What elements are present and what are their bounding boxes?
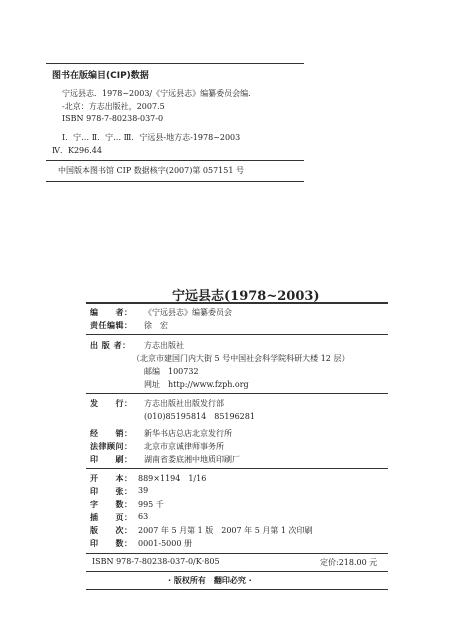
title-rule: [86, 302, 388, 304]
distribution-dept: 方志出版社出版发行部: [144, 399, 224, 408]
word-count-label: 字 数：: [90, 500, 133, 509]
edition-label: 版 次：: [90, 526, 133, 535]
book-title: 宁远县志(1978~2003): [172, 289, 320, 304]
section-rule: [86, 468, 388, 469]
sheets-value: 39: [138, 486, 149, 495]
cip-data-number: 中国版本图书馆 CIP 数据核字(2007)第 057151 号: [58, 166, 244, 175]
edition-value: 2007 年 5 月第 1 版 2007 年 5 月第 1 次印刷: [138, 526, 313, 535]
format-label: 开 本：: [90, 474, 133, 483]
section-rule: [86, 571, 388, 572]
distribution-phone: (010)85195814 85196281: [144, 412, 255, 421]
responsible-editor-value: 徐 宏: [144, 321, 168, 330]
sheets-label: 印 张：: [90, 487, 133, 496]
plates-value: 63: [138, 512, 149, 521]
cip-bottom-rule: [46, 181, 304, 182]
format-value: 889×1194 1/16: [138, 474, 207, 483]
copyright-notice: · 版权所有 翻印必究 ·: [168, 576, 252, 585]
editor-label: 编 者：: [90, 308, 133, 317]
isbn: ISBN 978-7-80238-037-0/K·805: [92, 557, 220, 566]
word-count-value: 995 千: [138, 500, 164, 509]
legal-advisor-value: 北京市京诚律师事务所: [144, 442, 224, 451]
distributor-label: 经 销：: [90, 429, 133, 438]
publisher-address: （北京市建国门内大街 5 号中国社会科学院科研大楼 12 层）: [132, 354, 350, 363]
publisher-postcode: 邮编 100732: [144, 367, 199, 376]
plates-label: 插 页：: [90, 513, 133, 522]
legal-advisor-label: 法律顾问：: [90, 442, 133, 451]
section-rule: [86, 334, 388, 335]
publisher-website: 网址 http://www.fzph.org: [144, 380, 249, 389]
publisher-label: 出 版 者：: [90, 341, 131, 350]
printer-label: 印 刷：: [90, 455, 133, 464]
distributor-value: 新华书店总店北京发行所: [144, 429, 232, 438]
printer-value: 湖南省娄底湘中地质印刷厂: [144, 455, 240, 464]
cip-top-rule: [46, 63, 304, 64]
print-run-label: 印 数：: [90, 539, 133, 548]
print-run-value: 0001-5000 册: [138, 539, 192, 548]
cip-line: 宁远县志．1978~2003/《宁远县志》编纂委员会编．: [62, 89, 257, 98]
cip-middle-rule: [46, 160, 304, 161]
editor-value: 《宁远县志》编纂委员会: [144, 308, 232, 317]
price: 定价:218.00 元: [320, 558, 378, 567]
cip-line: Ⅳ．K296.44: [52, 146, 102, 155]
responsible-editor-label: 责任编辑：: [90, 321, 133, 330]
distribution-label: 发 行：: [90, 399, 133, 408]
publisher-name: 方志出版社: [144, 341, 184, 350]
cip-title: 图书在版编目(CIP)数据: [52, 71, 149, 81]
cip-line: Ⅰ．宁… Ⅱ．宁… Ⅲ．宁远县-地方志-1978~2003: [62, 133, 241, 142]
section-rule: [86, 553, 388, 554]
cip-line: ISBN 978-7-80238-037-0: [62, 114, 164, 123]
section-rule: [86, 393, 388, 394]
cip-line: -北京：方志出版社，2007.5: [62, 102, 165, 111]
bottom-rule: [86, 589, 388, 590]
